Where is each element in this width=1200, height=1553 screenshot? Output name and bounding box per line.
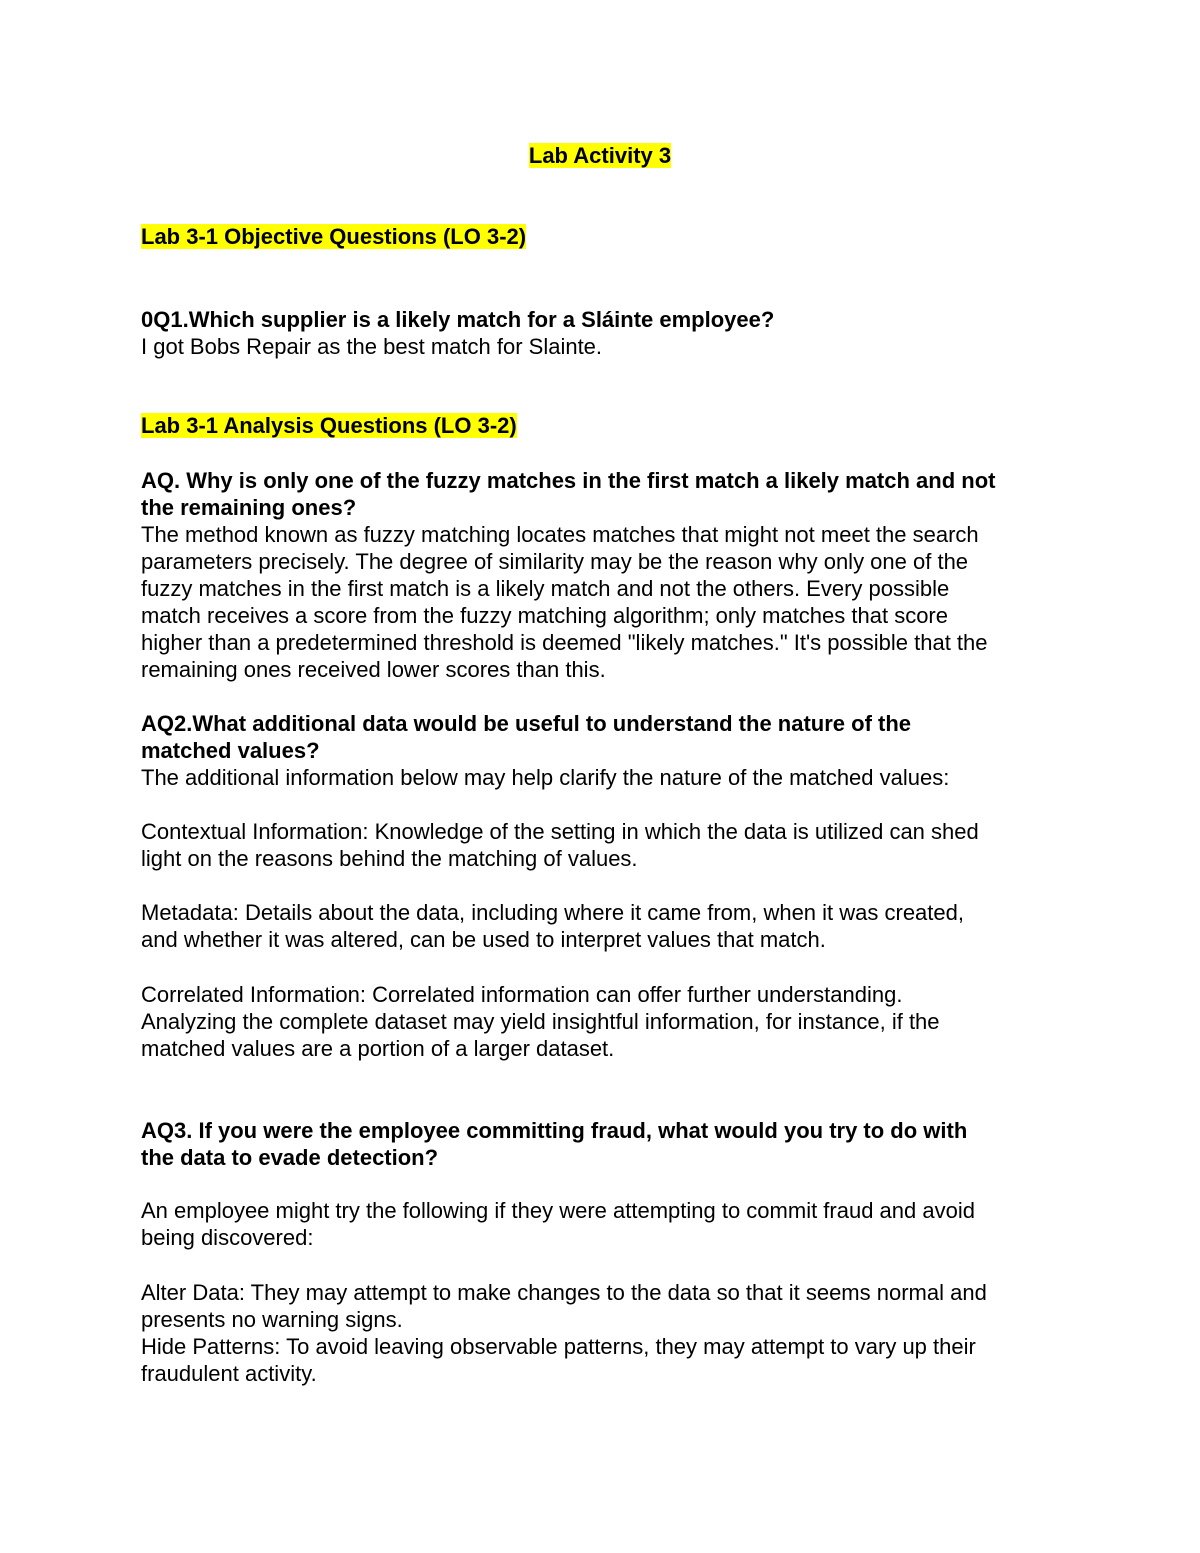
aq2-question-line: AQ2.What additional data would be useful to understand the nature of the (141, 711, 912, 736)
aq2-contextual-line: light on the reasons behind the matching of values. (141, 846, 638, 871)
aq3-alter-hide-paragraph (141, 1279, 1071, 1387)
aq2-metadata-line: and whether it was altered, can be used to interpret values that match. (141, 927, 826, 952)
aq2-metadata-line: Metadata: Details about the data, including where it came from, when it was created, (141, 900, 964, 925)
aq3-intro-paragraph (141, 1197, 1071, 1251)
aq2-correlated-paragraph (141, 981, 1071, 1062)
aq2-correlated-line: Correlated Information: Correlated information can offer further understanding. (141, 982, 903, 1007)
analysis-question-1 (141, 467, 1071, 683)
aq3-alter-line: Alter Data: They may attempt to make changes to the data so that it seems normal and (141, 1280, 987, 1305)
aq1-question-line: the remaining ones? (141, 495, 357, 520)
aq3-intro-line: being discovered: (141, 1225, 314, 1250)
aq3-intro-line: An employee might try the following if they were attempting to commit fraud and avoid (141, 1198, 975, 1223)
aq1-answer-line: The method known as fuzzy matching locates matches that might not meet the search (141, 522, 979, 547)
aq1-answer-line: match receives a score from the fuzzy matching algorithm; only matches that score (141, 603, 948, 628)
aq2-correlated-line: matched values are a portion of a larger dataset. (141, 1036, 615, 1061)
oq1-answer: I got Bobs Repair as the best match for Slainte. (141, 334, 603, 359)
objective-question-1 (141, 306, 1071, 360)
aq3-hide-line: fraudulent activity. (141, 1361, 317, 1386)
aq3-hide-line: Hide Patterns: To avoid leaving observable patterns, they may attempt to vary up their (141, 1334, 976, 1359)
analysis-question-2 (141, 710, 1071, 791)
aq3-alter-line: presents no warning signs. (141, 1307, 403, 1332)
section1-heading: Lab 3-1 Objective Questions (LO 3-2) (141, 224, 527, 249)
aq2-intro: The additional information below may help clarify the nature of the matched values: (141, 765, 950, 790)
aq2-question-line: matched values? (141, 738, 320, 763)
title-wrap (141, 142, 1059, 169)
aq1-answer-line: parameters precisely. The degree of similarity may be the reason why only one of the (141, 549, 969, 574)
aq1-question-line: AQ. Why is only one of the fuzzy matches in the first match a likely match and not (141, 468, 996, 493)
aq2-metadata-paragraph (141, 899, 1071, 953)
aq3-question-line: the data to evade detection? (141, 1145, 439, 1170)
document-title: Lab Activity 3 (528, 143, 672, 168)
aq1-answer-line: fuzzy matches in the first match is a likely match and not the others. Every possible (141, 576, 950, 601)
section2-heading-block (141, 412, 1071, 439)
analysis-question-3 (141, 1117, 1071, 1171)
section1-heading-block (141, 223, 1071, 250)
aq2-correlated-line: Analyzing the complete dataset may yield insightful information, for instance, if the (141, 1009, 940, 1034)
aq1-answer-line: higher than a predetermined threshold is deemed "likely matches." It's possible that the (141, 630, 988, 655)
aq1-answer-line: remaining ones received lower scores than this. (141, 657, 606, 682)
aq2-contextual-line: Contextual Information: Knowledge of the setting in which the data is utilized can shed (141, 819, 979, 844)
section2-heading: Lab 3-1 Analysis Questions (LO 3-2) (141, 413, 517, 438)
aq2-contextual-paragraph (141, 818, 1071, 872)
oq1-question: 0Q1.Which supplier is a likely match for a Sláinte employee? (141, 307, 775, 332)
aq3-question-line: AQ3. If you were the employee committing fraud, what would you try to do with (141, 1118, 968, 1143)
